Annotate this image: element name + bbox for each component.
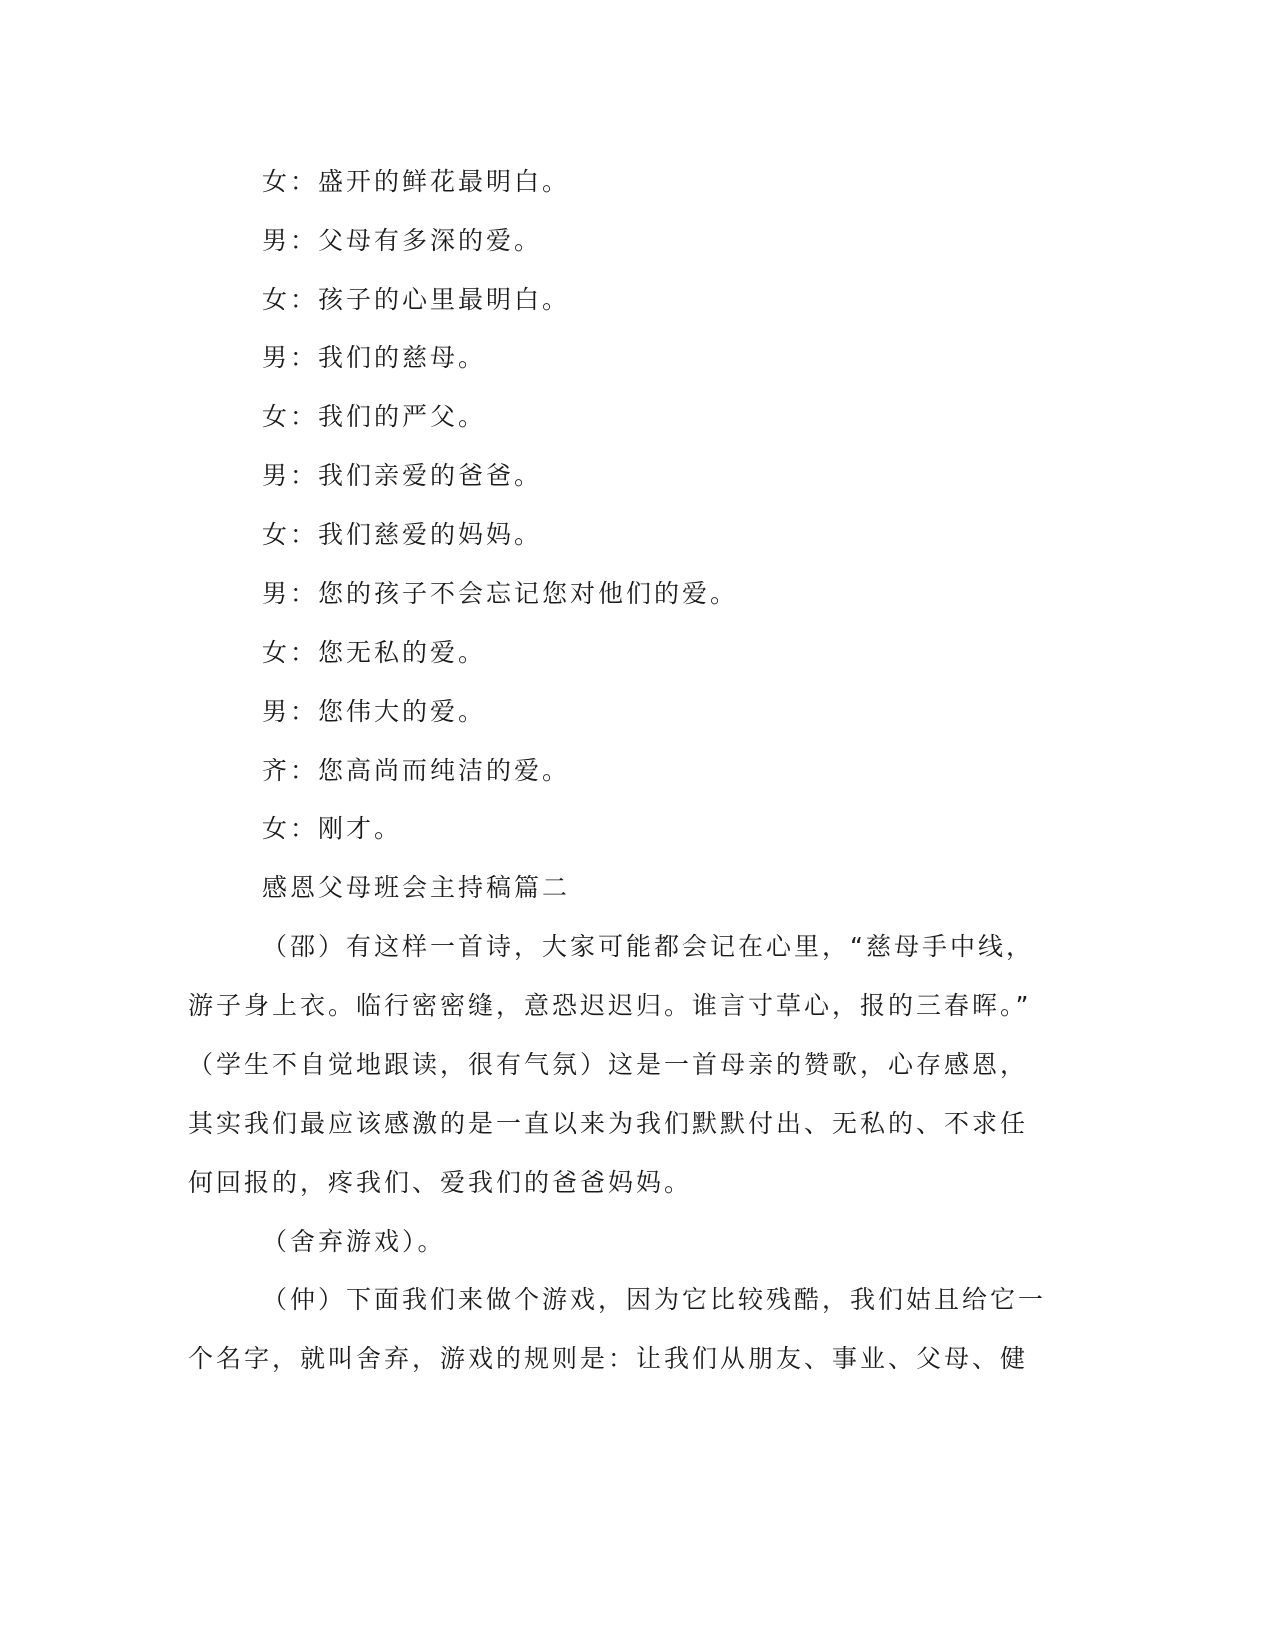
dialogue-line: 男：您的孩子不会忘记您对他们的爱。 [262, 579, 739, 608]
dialogue-line: 齐：您高尚而纯洁的爱。 [262, 756, 571, 785]
paragraph-line: 其实我们最应该感激的是一直以来为我们默默付出、无私的、不求任 [188, 1109, 1029, 1138]
dialogue-line: 女：孩子的心里最明白。 [262, 285, 571, 314]
paragraph-line: 何回报的，疼我们、爱我们的爸爸妈妈。 [188, 1168, 693, 1197]
dialogue-line: 女：您无私的爱。 [262, 638, 487, 667]
dialogue-line: 男：我们的慈母。 [262, 343, 487, 372]
section-heading: 感恩父母班会主持稿篇二 [262, 873, 571, 902]
paragraph-line: （仲）下面我们来做个游戏，因为它比较残酷，我们姑且给它一 [262, 1285, 1047, 1314]
dialogue-line: 男：我们亲爱的爸爸。 [262, 461, 543, 490]
dialogue-line: 男：您伟大的爱。 [262, 697, 487, 726]
dialogue-line: 女：刚才。 [262, 814, 403, 843]
dialogue-line: 女：我们的严父。 [262, 402, 487, 431]
paragraph-line: （邵）有这样一首诗，大家可能都会记在心里，“慈母手中线， [262, 932, 1034, 961]
paragraph-line: （舍弃游戏）。 [262, 1227, 446, 1256]
dialogue-line: 男：父母有多深的爱。 [262, 226, 543, 255]
paragraph-line: 个名字，就叫舍弃，游戏的规则是：让我们从朋友、事业、父母、健 [188, 1344, 1029, 1373]
dialogue-line: 女：我们慈爱的妈妈。 [262, 520, 543, 549]
paragraph-line: （学生不自觉地跟读，很有气氛）这是一首母亲的赞歌，心存感恩， [188, 1050, 1029, 1079]
dialogue-line: 女：盛开的鲜花最明白。 [262, 167, 571, 196]
paragraph-line: 游子身上衣。临行密密缝，意恐迟迟归。谁言寸草心，报的三春晖。” [188, 991, 1032, 1020]
